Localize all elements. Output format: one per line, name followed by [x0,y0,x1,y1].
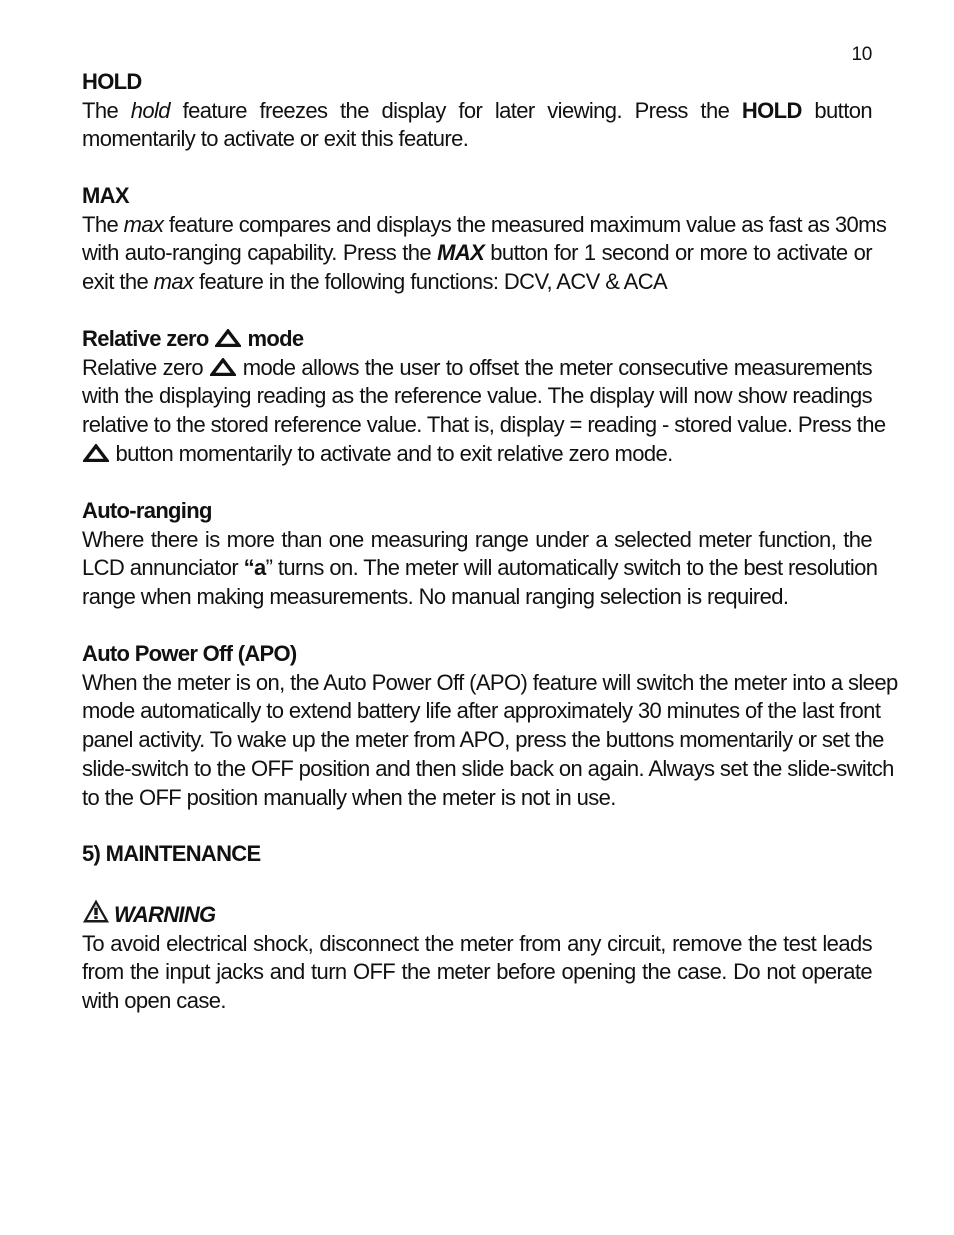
apo-line-5: to the OFF position manually when the meter is not in use. [82,784,616,810]
max-line-3: exit the max feature in the following functions: DCV, ACV & ACA [82,269,668,295]
apo-section [82,640,898,812]
hold-line-1: The hold feature freezes the display for later viewing. Press the HOLD button [82,97,872,123]
autorange-line-1: Where there is more than one measuring range under a selected meter function, the [82,526,872,552]
relative-line-2: with the displaying reading as the reference value. The display will now show readings [82,383,872,409]
delta-triangle-icon [215,329,241,347]
max-line-2: with auto-ranging capability. Press the MAX button for 1 second or more to activate or [82,240,872,266]
apo-line-4: slide-switch to the OFF position and then slide back on again. Always set the slide-switch [82,755,894,781]
apo-line-1: When the meter is on, the Auto Power Off (APO) feature will switch the meter into a sleep [82,669,898,695]
apo-line-2: mode automatically to extend battery life after approximately 30 minutes of the last front [82,698,881,724]
hold-line-2: momentarily to activate or exit this feature. [82,126,469,152]
warning-line-1: To avoid electrical shock, disconnect the meter from any circuit, remove the test leads [82,930,872,956]
warning-line-2: from the input jacks and turn OFF the meter before opening the case. Do not operate [82,959,872,985]
max-line-1: The max feature compares and displays the measured maximum value as fast as 30ms [82,211,887,237]
apo-line-3: panel activity. To wake up the meter from APO, press the buttons momentarily or set the [82,727,884,753]
hold-paragraph [82,97,872,154]
warning-triangle-icon [82,898,110,924]
apo-heading: Auto Power Off (APO) [82,641,297,666]
relative-line-4: button momentarily to activate and to exit relative zero mode. [82,440,872,469]
max-paragraph [82,211,887,297]
relative-line-3: relative to the stored reference value. That is, display = reading - stored value. Press the [82,412,886,438]
auto-ranging-paragraph [82,526,878,612]
maintenance-section [82,840,872,869]
auto-ranging-heading: Auto-ranging [82,498,212,523]
warning-line-3: with open case. [82,988,226,1014]
auto-ranging-section [82,497,878,612]
delta-triangle-icon [210,358,236,376]
relative-line-1: Relative zero mode allows the user to offset the meter consecutive measurements [82,354,873,380]
warning-section [82,898,872,1016]
hold-heading: HOLD [82,69,142,94]
relative-zero-section [82,325,886,469]
hold-section [82,68,872,154]
autorange-line-2: LCD annunciator “a” turns on. The meter will automatically switch to the best resolution [82,555,878,581]
relative-zero-paragraph [82,354,886,469]
maintenance-heading: 5) MAINTENANCE [82,841,261,866]
relative-zero-heading: Relative zero mode [82,326,304,351]
warning-heading: WARNING [82,898,872,930]
apo-paragraph [82,669,898,813]
page-number: 10 [851,44,872,65]
autorange-line-3: range when making measurements. No manual ranging selection is required. [82,584,789,610]
max-heading: MAX [82,183,129,208]
warning-paragraph [82,930,872,1016]
max-section [82,182,887,297]
delta-triangle-icon [83,444,109,462]
